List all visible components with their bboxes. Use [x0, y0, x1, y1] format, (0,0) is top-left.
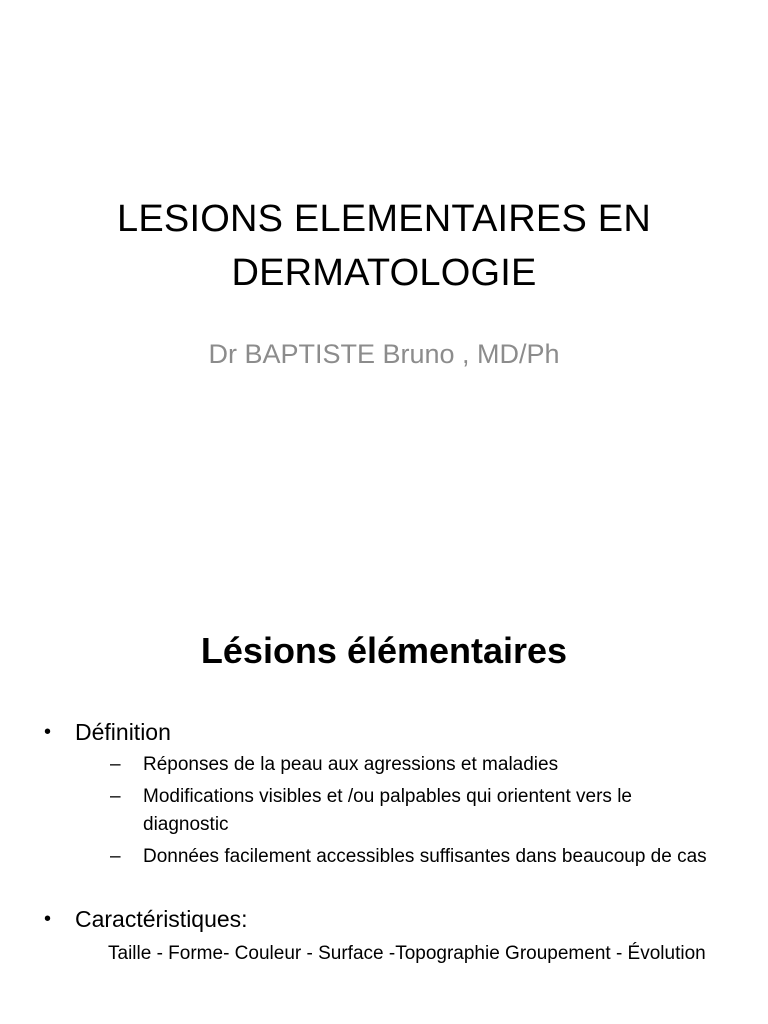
dash-icon: –	[110, 786, 121, 807]
presentation-subtitle: Dr BAPTISTE Bruno , MD/Ph	[208, 339, 560, 369]
slide-title: Lésions élémentaires	[200, 630, 568, 671]
definition-sublist	[75, 751, 720, 871]
dash-icon: –	[110, 754, 121, 775]
sub-bullet-text: Données facilement accessibles suffisantes dans beaucoup de cas	[143, 846, 707, 867]
bullet-characteristics	[40, 903, 720, 936]
bullet-list	[40, 716, 720, 968]
dash-icon: –	[110, 846, 121, 867]
sub-bullet	[108, 751, 720, 779]
content-slide	[0, 576, 768, 1024]
bullet-label: Caractéristiques:	[75, 906, 248, 932]
sub-bullet-text: Modifications visibles et /ou palpables qui orientent vers le diagnostic	[143, 786, 632, 835]
title-line-2: DERMATOLOGIE	[231, 252, 537, 294]
title-line-1: LESIONS ELEMENTAIRES EN	[117, 198, 651, 240]
sub-bullet	[108, 783, 720, 839]
bullet-icon: •	[44, 908, 52, 930]
spacer	[40, 875, 720, 903]
sub-bullet-text: Réponses de la peau aux agressions et maladies	[143, 754, 559, 775]
bullet-definition	[40, 716, 720, 871]
bullet-icon: •	[44, 721, 52, 743]
bullet-label: Définition	[75, 719, 171, 745]
characteristics-text: Taille - Forme- Couleur - Surface -Topographie Groupement - Évolution	[108, 943, 706, 964]
sub-bullet	[108, 843, 720, 871]
presentation-title	[40, 192, 728, 300]
